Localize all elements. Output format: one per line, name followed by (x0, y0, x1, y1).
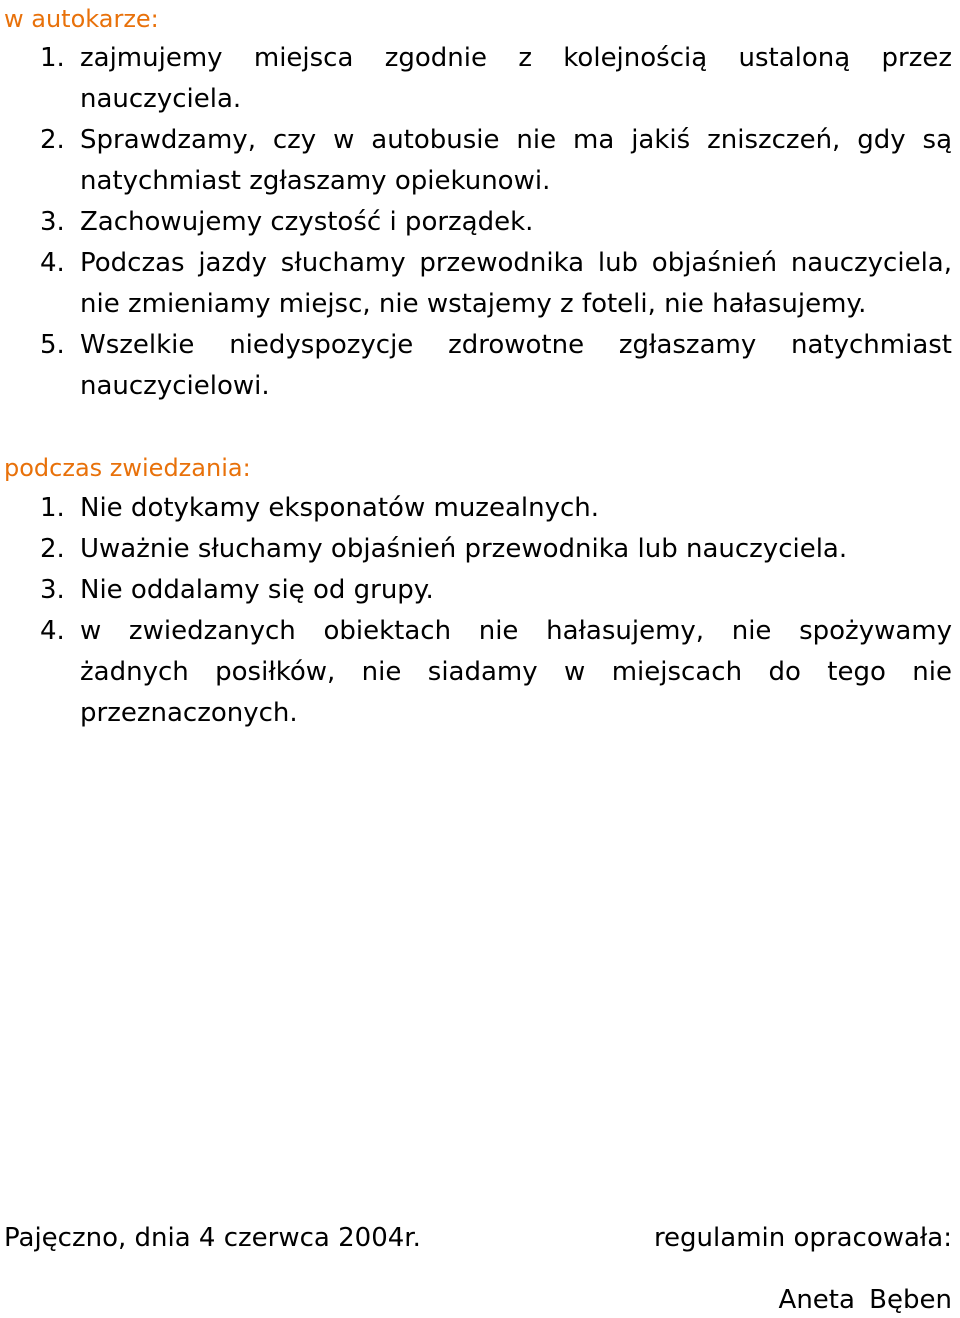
bus-rules-list (0, 38, 952, 407)
list-item (0, 202, 952, 243)
list-item (0, 570, 952, 611)
list-item (0, 611, 952, 734)
place-and-date: Pajęczno, dnia 4 czerwca 2004r. (4, 1223, 421, 1253)
section-heading-sightseeing: podczas zwiedzania: (4, 454, 251, 482)
item-text: Zachowujemy czystość i porządek. (80, 207, 534, 237)
item-text: Sprawdzamy, czy w autobusie nie ma jakiś zniszczeń, gdy są natychmiast zgłaszamy opiekunowi. (80, 125, 952, 196)
item-text: Podczas jazdy słuchamy przewodnika lub objaśnień nauczyciela, nie zmieniamy miejsc, nie wstajemy z foteli, nie hałasujemy. (80, 248, 952, 319)
item-text: Nie dotykamy eksponatów muzealnych. (80, 493, 599, 523)
author-signature: Aneta Bęben (778, 1285, 952, 1315)
list-item (0, 243, 952, 325)
item-number: 1. (40, 43, 65, 73)
list-item (0, 529, 952, 570)
item-number: 3. (40, 207, 65, 237)
item-text: w zwiedzanych obiektach nie hałasujemy, nie spożywamy żadnych posiłków, nie siadamy w miejscach do tego nie przeznaczonych. (80, 616, 952, 728)
item-number: 3. (40, 575, 65, 605)
list-item (0, 325, 952, 407)
item-number: 2. (40, 125, 65, 155)
author-label: regulamin opracowała: (653, 1223, 952, 1253)
item-text: Nie oddalamy się od grupy. (80, 575, 434, 605)
item-text: Wszelkie niedyspozycje zdrowotne zgłaszamy natychmiast nauczycielowi. (80, 330, 952, 401)
list-item (0, 120, 952, 202)
item-number: 2. (40, 534, 65, 564)
item-number: 5. (40, 330, 65, 360)
item-text: zajmujemy miejsca zgodnie z kolejnością ustaloną przez nauczyciela. (80, 43, 952, 114)
item-text: Uważnie słuchamy objaśnień przewodnika lub nauczyciela. (80, 534, 848, 564)
sightseeing-rules-list (0, 488, 952, 734)
item-number: 1. (40, 493, 65, 523)
section-heading-bus: w autokarze: (4, 5, 159, 33)
list-item (0, 488, 952, 529)
item-number: 4. (40, 248, 65, 278)
item-number: 4. (40, 616, 65, 646)
list-item (0, 38, 952, 120)
